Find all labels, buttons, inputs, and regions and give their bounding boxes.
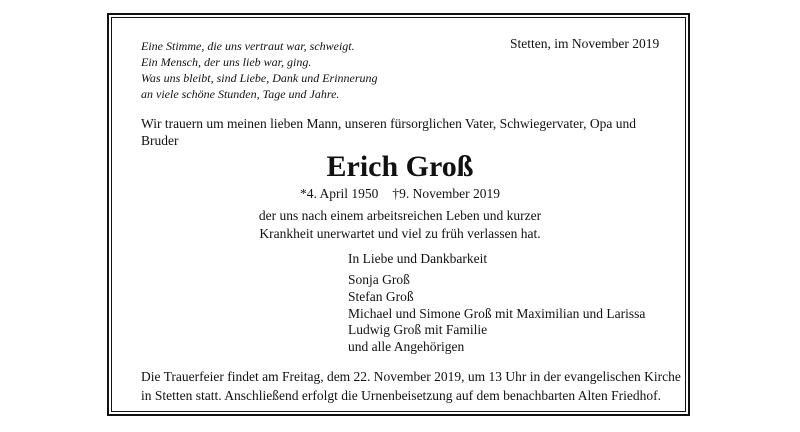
death-date: †9. November 2019 (392, 186, 500, 201)
place-date: Stetten, im November 2019 (510, 36, 660, 51)
life-dates (0, 186, 800, 202)
ceremony-text (141, 367, 681, 405)
mourner: Sonja Groß (348, 272, 410, 287)
intro-text: Wir trauern um meinen lieben Mann, unseren fürsorglichen Vater, Schwiegervater, Opa und Bruder (141, 116, 636, 148)
poem (141, 38, 378, 102)
passing-text (0, 207, 800, 243)
ceremony-line: Die Trauerfeier findet am Freitag, dem 22. November 2019, um 13 Uhr in der evangelischen Kirche (141, 369, 681, 384)
mourner: Michael und Simone Groß mit Maximilian und Larissa (348, 305, 646, 321)
love-text: In Liebe und Dankbarkeit (348, 251, 488, 266)
poem-line: Eine Stimme, die uns vertraut war, schweigt. (141, 39, 355, 53)
deceased-name: Erich Groß (326, 150, 474, 183)
birth-date: *4. April 1950 (300, 186, 379, 201)
mourner: und alle Angehörigen (348, 339, 465, 355)
passing-line: Krankheit unerwartet und viel zu früh verlassen hat. (259, 226, 541, 241)
mourners-list (348, 272, 645, 356)
poem-line: Ein Mensch, der uns lieb war, ging. (141, 55, 312, 69)
poem-line: Was uns bleibt, sind Liebe, Dank und Erinnerung (141, 71, 378, 85)
mourner: Stefan Groß (348, 288, 414, 304)
poem-line: an viele schöne Stunden, Tage und Jahre. (141, 87, 340, 101)
passing-line: der uns nach einem arbeitsreichen Leben und kurzer (258, 208, 542, 223)
ceremony-line: in Stetten statt. Anschließend erfolgt die Urnenbeisetzung auf dem benachbarten Alten Friedhof. (141, 388, 661, 403)
mourner: Ludwig Groß mit Familie (348, 322, 488, 338)
